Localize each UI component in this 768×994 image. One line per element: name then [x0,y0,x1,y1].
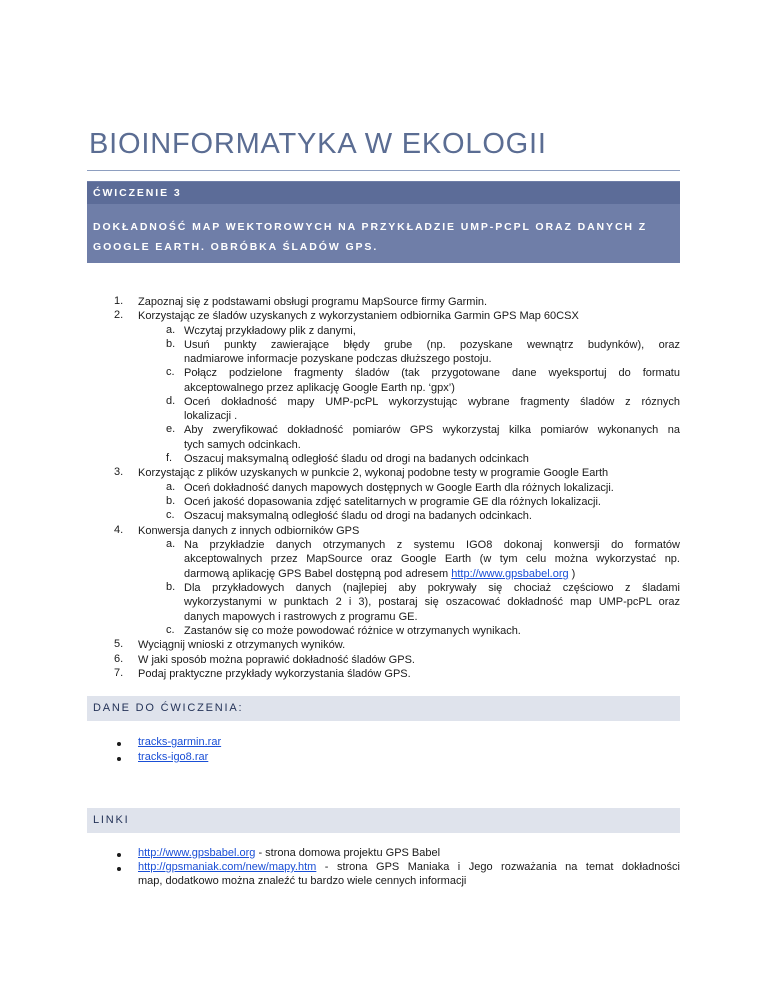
exercise-number: ĆWICZENIE 3 [93,187,182,199]
list-letter: b. [166,495,176,507]
list-subitem: Na przykładzie danych otrzymanych z systemu IGO8 dokonaj konwersji do formatów [184,539,680,551]
exercise-subtitle [93,217,663,257]
links-section-title: LINKI [93,814,130,826]
list-subitem: Oceń dokładność danych mapowych dostępnych w Google Earth dla różnych lokalizacji. [184,482,614,494]
link-intro-text: darmową aplikację GPS Babel dostępną pod adresem [184,568,449,580]
list-subitem-continued: lokalizacji . [184,410,238,422]
list-subitem-continued: danych mapowych i rastrowych z programu GE. [184,611,418,623]
list-item: Zapoznaj się z podstawami obsługi programu MapSource firmy Garmin. [138,296,488,308]
list-letter: d. [166,395,176,407]
links-section-heading [87,808,680,833]
list-letter: a. [166,324,176,336]
list-number: 5. [114,638,124,650]
list-subitem-continued: tych samych odcinkach. [184,439,301,451]
file-link[interactable]: tracks-igo8.rar [138,751,209,763]
link-trailing-text: ) [568,568,576,580]
file-link-item [138,735,221,749]
list-subitem: Dla przykładowych danych (najlepiej aby pokrywały się chociaż częściowo z śladami [184,582,680,594]
list-subitem: Oszacuj maksymalną odległość śladu od drogi na badanych odcinkach [184,453,529,465]
list-number: 3. [114,466,124,478]
list-letter: e. [166,423,176,435]
list-subitem: Usuń punkty zawierające błędy grube (np. pozyskane wewnątrz budynków), oraz [184,339,680,351]
link-item [138,860,680,874]
list-subitem: Wczytaj przykładowy plik z danymi, [184,325,356,337]
list-letter: c. [166,624,175,636]
link-item [138,846,440,860]
list-item: Korzystając ze śladów uzyskanych z wykorzystaniem odbiornika Garmin GPS Map 60CSX [138,310,579,322]
link-description: - strona domowa projektu GPS Babel [255,847,441,859]
gpsbabel-link[interactable]: http://www.gpsbabel.org [451,568,569,580]
list-letter: c. [166,509,175,521]
list-subitem-continued [184,567,575,581]
data-section-heading [87,696,680,721]
list-subitem-continued: wykorzystanymi w punktach 2 i 3), postaraj się oszacować dokładność map UMP-pcPL oraz [184,596,680,608]
list-number: 2. [114,309,124,321]
list-subitem: Oceń dokładność mapy UMP-pcPL wykorzystując wybrane fragmenty śladów z róznych [184,396,680,408]
gpsbabel-homepage-link[interactable]: http://www.gpsbabel.org [138,847,256,859]
list-item: Podaj praktyczne przykłady wykorzystania śladów GPS. [138,668,411,680]
file-link-item [138,750,208,764]
list-item: Wyciągnij wnioski z otrzymanych wyników. [138,639,346,651]
bullet-icon [117,757,121,761]
list-letter: b. [166,338,176,350]
list-letter: b. [166,581,176,593]
list-letter: a. [166,538,176,550]
bullet-icon [117,853,121,857]
list-letter: c. [166,366,175,378]
list-number: 6. [114,653,124,665]
document-title: BIOINFORMATYKA W EKOLOGII [89,128,547,160]
gpsmaniak-link[interactable]: http://gpsmaniak.com/new/mapy.htm [138,861,317,873]
list-subitem-continued: akceptowalnych przez MapSource oraz Google Earth (w tym celu można wykorzystać np. [184,553,680,565]
list-subitem: Oceń jakość dopasowania zdjęć satelitarnych w programie GE dla różnych lokalizacji. [184,496,601,508]
link-description-continued: map, dodatkowo można znaleźć tu bardzo wiele cennych informacji [138,875,467,887]
exercise-subtitle-line: GOOGLE EARTH. OBRÓBKA ŚLADÓW GPS. [93,241,379,253]
list-item: Konwersja danych z innych odbiorników GPS [138,525,360,537]
list-number: 7. [114,667,124,679]
exercise-subtitle-line: DOKŁADNOŚĆ MAP WEKTOROWYCH NA PRZYKŁADZIE UMP-PCPL ORAZ DANYCH Z [93,221,648,233]
list-subitem: Aby zweryfikować dokładność pomiarów GPS wykorzystaj kilka pomiarów wykonanych na [184,424,680,436]
list-subitem: Zastanów się co może powodować różnice w otrzymanych wynikach. [184,625,521,637]
list-subitem: Połącz podzielone fragmenty śladów (tak przygotowane dane wyeksportuj do formatu [184,367,680,379]
list-item: Korzystając z plików uzyskanych w punkcie 2, wykonaj podobne testy w programie Google Earth [138,467,609,479]
title-divider [87,170,680,171]
link-description: - strona GPS Maniaka i Jego rozważania na temat dokładności [316,861,680,873]
bullet-icon [117,742,121,746]
list-subitem-continued: akceptowalnego przez aplikację Google Earth np. ‘gpx’) [184,382,455,394]
list-subitem-continued: nadmiarowe informacje pozyskane podczas dłuższego postoju. [184,353,492,365]
list-item: W jaki sposób można poprawić dokładność śladów GPS. [138,654,415,666]
list-number: 4. [114,524,124,536]
list-subitem: Oszacuj maksymalną odległość śladu od drogi na badanych odcinkach. [184,510,532,522]
bullet-icon [117,867,121,871]
list-letter: a. [166,481,176,493]
list-letter: f. [166,452,173,464]
data-section-title: DANE DO ĆWICZENIA: [93,702,244,714]
file-link[interactable]: tracks-garmin.rar [138,736,222,748]
list-number: 1. [114,295,124,307]
